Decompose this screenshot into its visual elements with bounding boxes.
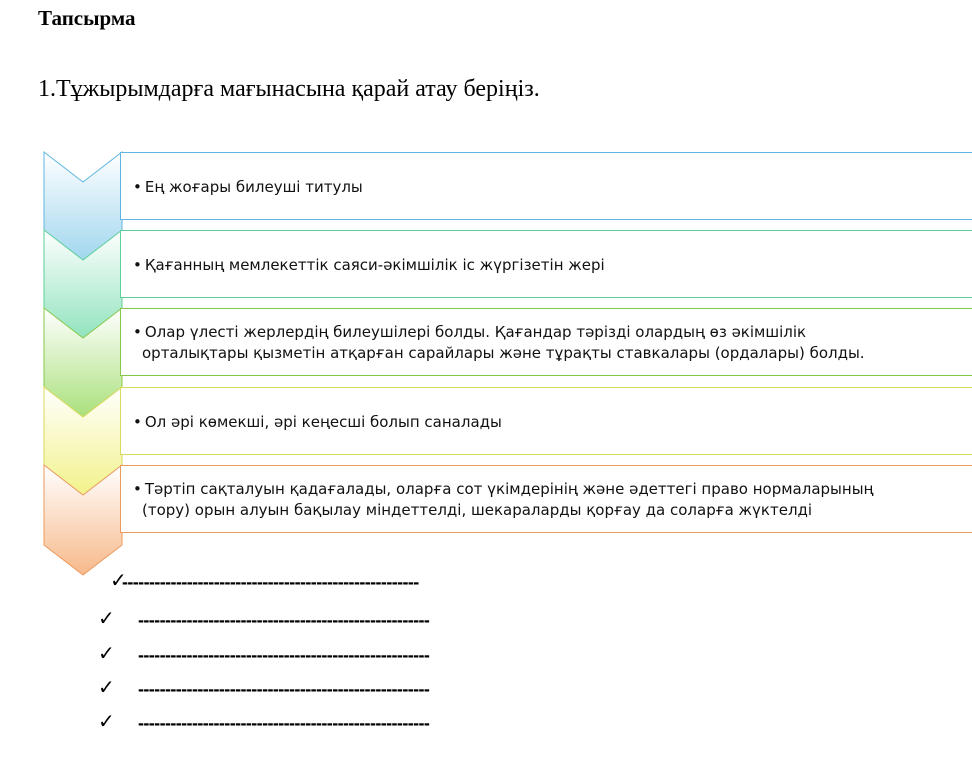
answer-line-2 xyxy=(98,606,115,630)
checkmark-icon: ✓ xyxy=(98,641,115,665)
step-text: орталықтары қызметін атқарған сарайлары және тұрақты ставкалары (ордалары) болды. xyxy=(142,344,865,362)
page-title: Тапсырма xyxy=(38,6,136,30)
answer-line-5 xyxy=(98,709,115,733)
process-step-5 xyxy=(120,465,972,533)
step-text-line xyxy=(133,177,972,198)
step-text: Ол әрі көмекші, әрі кеңесші болып саналады xyxy=(144,413,502,431)
bullet-icon: • xyxy=(133,256,142,274)
bullet-icon: • xyxy=(133,413,142,431)
bullet-icon: • xyxy=(133,480,142,498)
checkmark-icon: ✓ xyxy=(98,606,115,630)
step-text: Ең жоғары билеуші титулы xyxy=(144,178,363,196)
step-text-line xyxy=(133,500,972,521)
step-text-line xyxy=(133,343,972,364)
step-text: Олар үлесті жерлердің билеушілері болды. Қағандар тәрізді олардың өз әкімшілік xyxy=(144,323,807,341)
process-step-1 xyxy=(120,152,972,220)
chevron-process-diagram xyxy=(0,140,130,580)
process-step-2 xyxy=(120,230,972,298)
bullet-icon: • xyxy=(133,323,142,341)
process-step-3 xyxy=(120,308,972,376)
answer-blank: ------------------------------------------------------- xyxy=(122,572,419,592)
step-text-line xyxy=(133,322,972,343)
checkmark-icon: ✓ xyxy=(110,568,127,592)
answer-blank: ------------------------------------------------------ xyxy=(138,713,430,733)
answer-blank: ------------------------------------------------------ xyxy=(138,645,430,665)
step-text-line xyxy=(133,479,972,500)
checkmark-icon: ✓ xyxy=(98,675,115,699)
answer-blank: ------------------------------------------------------ xyxy=(138,610,430,630)
step-text-line xyxy=(133,255,972,276)
step-text-line xyxy=(133,412,972,433)
answer-line-4 xyxy=(98,675,115,699)
step-text: Қағанның мемлекеттік саяси-әкімшілік іс жүргізетін жері xyxy=(144,256,605,274)
task-instruction: 1.Тұжырымдарға мағынасына қарай атау беріңіз. xyxy=(38,76,540,102)
answer-blank: ------------------------------------------------------ xyxy=(138,679,430,699)
step-text: Тәртіп сақталуын қадағалады, оларға сот үкімдерінің және әдеттегі право нормаларының xyxy=(144,480,874,498)
step-text: (тору) орын алуын бақылау міндеттелді, шекараларды қорғау да соларға жүктелді xyxy=(142,501,813,519)
bullet-icon: • xyxy=(133,178,142,196)
answer-line-3 xyxy=(98,641,115,665)
checkmark-icon: ✓ xyxy=(98,709,115,733)
process-step-4 xyxy=(120,387,972,455)
